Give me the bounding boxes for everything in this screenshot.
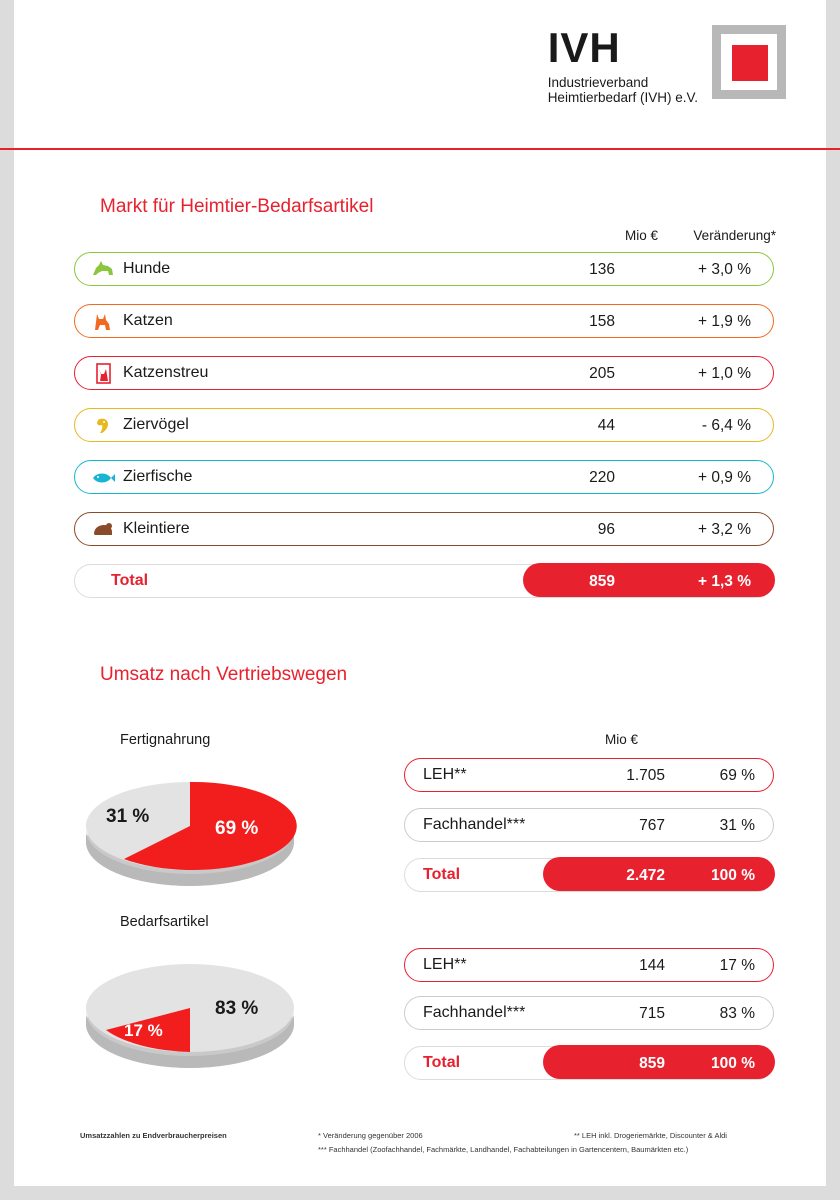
row-label: Total — [111, 572, 149, 589]
row-label: LEH** — [423, 766, 467, 783]
footnote-change: * Veränderung gegenüber 2006 — [318, 1131, 423, 1140]
row-change: + 3,0 % — [698, 261, 751, 278]
rodent-icon — [89, 516, 117, 544]
row-change: + 1,9 % — [698, 313, 751, 330]
row-value: 859 — [589, 573, 615, 590]
row-change: + 1,0 % — [698, 365, 751, 382]
channel-row[interactable] — [404, 758, 774, 792]
row-label: Total — [423, 866, 461, 883]
footnote-fachhandel: *** Fachhandel (Zoofachhandel, Fachmärkte, Landhandel, Fachabteilungen in Gartencentern, Baumärkten etc.) — [318, 1145, 689, 1154]
row-percent: 69 % — [719, 767, 755, 784]
row-percent: 17 % — [719, 957, 755, 974]
sales-card-title: Umsatz nach Vertriebswegen — [100, 664, 348, 685]
row-label: Fachhandel*** — [423, 1004, 526, 1021]
logo-mark-inner-red — [732, 45, 768, 81]
row-change: + 3,2 % — [698, 521, 751, 538]
sales-channel-card — [36, 632, 808, 1186]
row-change: + 0,9 % — [698, 469, 751, 486]
pie-chart-2-caption: Bedarfsartikel — [120, 914, 209, 930]
table-row[interactable] — [74, 460, 774, 494]
page-margin-right — [826, 0, 840, 1200]
footnote-leh: ** LEH inkl. Drogeriemärkte, Discounter & Aldi — [574, 1131, 727, 1140]
row-change: - 6,4 % — [701, 417, 751, 434]
row-label: Katzenstreu — [123, 364, 209, 381]
row-percent: 100 % — [711, 867, 755, 884]
table-row[interactable] — [74, 304, 774, 338]
pie-1-minor-label: 31 % — [106, 806, 150, 827]
footnote-left: Umsatzzahlen zu Endverbraucherpreisen — [80, 1131, 227, 1140]
row-percent: 100 % — [711, 1055, 755, 1072]
header-divider — [0, 148, 840, 150]
row-value: 44 — [597, 417, 615, 434]
row-label: Hunde — [123, 260, 171, 277]
table-row[interactable] — [74, 408, 774, 442]
pie-2-major-label: 83 % — [215, 998, 259, 1019]
channel-row[interactable] — [404, 996, 774, 1030]
row-value: 859 — [639, 1055, 665, 1072]
market-card — [36, 170, 808, 618]
column-header-value-2: Mio € — [604, 732, 638, 747]
ivh-logo — [548, 25, 786, 105]
row-value: 136 — [589, 261, 615, 278]
row-value: 144 — [639, 957, 665, 974]
logo-subtitle-line1: Industrieverband — [547, 75, 649, 90]
row-label: Fachhandel*** — [423, 816, 526, 833]
pie-chart-fertignahrung — [80, 760, 300, 905]
pie-1-major-label: 69 % — [215, 818, 259, 839]
table-row[interactable] — [74, 512, 774, 546]
table-row-total — [74, 564, 774, 598]
fish-icon — [89, 464, 117, 492]
row-value: 1.705 — [626, 767, 665, 784]
page-margin-bottom — [0, 1186, 840, 1200]
table-row[interactable] — [74, 252, 774, 286]
row-value: 715 — [639, 1005, 665, 1022]
market-card-title: Markt für Heimtier-Bedarfsartikel — [100, 196, 374, 217]
page-header — [14, 0, 826, 150]
row-value: 767 — [639, 817, 665, 834]
row-label: Total — [423, 1054, 461, 1071]
row-percent: 83 % — [719, 1005, 755, 1022]
cat-icon — [89, 308, 117, 336]
row-value: 2.472 — [626, 867, 665, 884]
channel-row[interactable] — [404, 808, 774, 842]
row-value: 205 — [589, 365, 615, 382]
pie-2-minor-label: 17 % — [124, 1021, 163, 1040]
row-value: 158 — [589, 313, 615, 330]
logo-title: IVH — [547, 24, 621, 71]
channel-row[interactable] — [404, 948, 774, 982]
logo-mark-icon — [712, 25, 786, 99]
pie-chart-1-caption: Fertignahrung — [120, 732, 211, 748]
row-label: Ziervögel — [123, 416, 189, 433]
bird-icon — [89, 412, 117, 440]
pie-chart-bedarfsartikel — [80, 942, 300, 1087]
row-label: Katzen — [123, 312, 173, 329]
column-header-value: Mio € — [624, 228, 658, 243]
channel-row-total — [404, 1046, 774, 1080]
row-change: + 1,3 % — [698, 573, 751, 590]
logo-subtitle-line2: Heimtierbedarf (IVH) e.V. — [547, 90, 698, 105]
row-label: LEH** — [423, 956, 467, 973]
logo-text-block — [548, 25, 698, 105]
row-percent: 31 % — [719, 817, 755, 834]
row-value: 96 — [597, 521, 615, 538]
dog-icon — [89, 256, 117, 284]
page-margin-left — [0, 0, 14, 1200]
row-label: Kleintiere — [123, 520, 190, 537]
channel-row-total — [404, 858, 774, 892]
row-value: 220 — [589, 469, 615, 486]
table-row[interactable] — [74, 356, 774, 390]
column-header-change: Veränderung* — [693, 228, 776, 243]
row-label: Zierfische — [123, 468, 193, 485]
litter-icon — [89, 360, 117, 388]
